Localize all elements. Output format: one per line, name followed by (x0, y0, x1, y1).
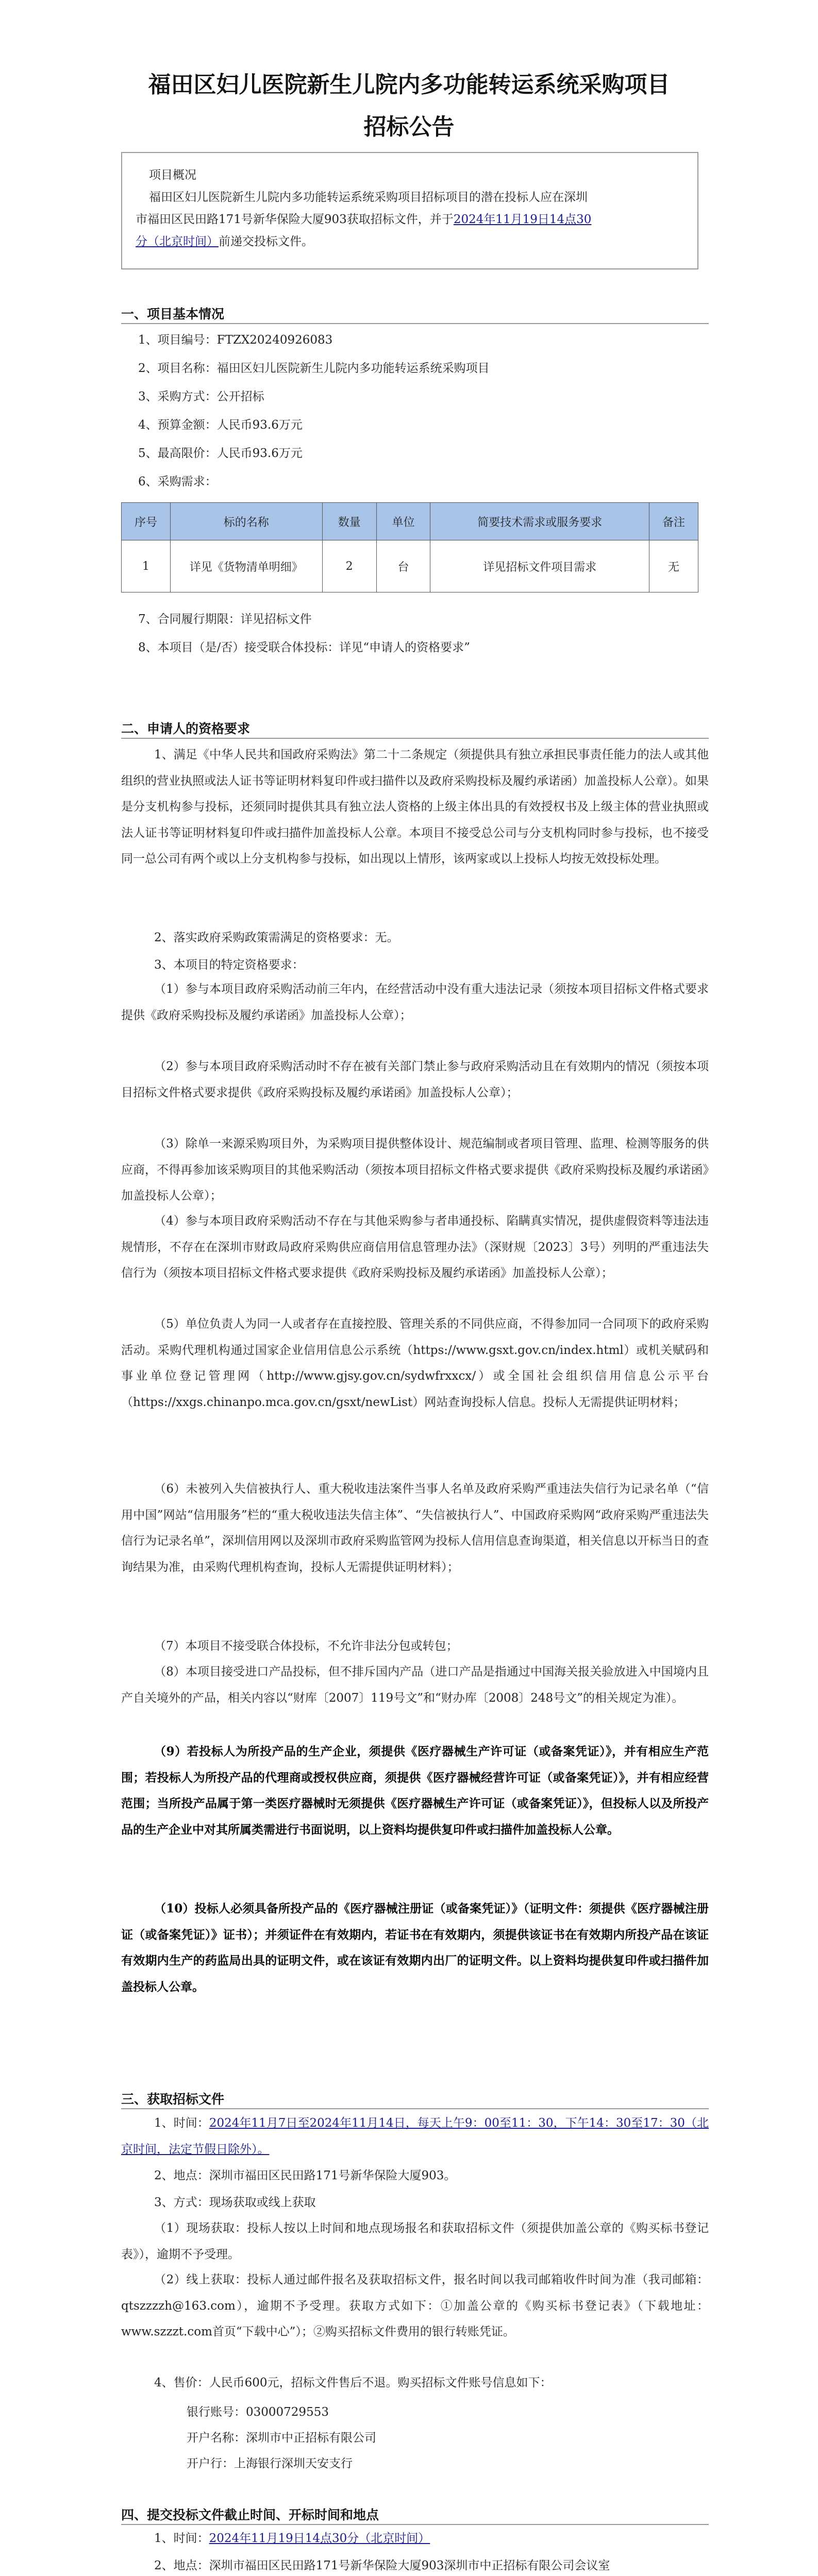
acquisition-method-text: 3、方式：现场获取或线上获取 (154, 2196, 316, 2209)
section-4-title: 四、提交投标文件截止时间、开标时间和地点 (121, 2507, 379, 2522)
qualification-text-5: （2）参与本项目政府采购活动时不存在被有关部门禁止参与政府采购活动且在有效期内的情况（须按本项目招标文件格式要求提供《政府采购投标及履约承诺函》加盖投标人公章）； (121, 1060, 709, 1099)
qualification-text-4: （1）参与本项目政府采购活动前三年内，在经营活动中没有重大违法记录（须按本项目招标文件格式要求提供《政府采购投标及履约承诺函》加盖投标人公章）； (121, 982, 709, 1022)
overview-label: 项目概况 (149, 168, 196, 182)
table-header-cell: 备注 (649, 503, 698, 540)
qualification-para-7 (121, 1208, 709, 1286)
qualification-para-8 (121, 1311, 709, 1415)
table-cell: 详见《货物清单明细》 (170, 540, 322, 592)
contract-period: 7、合同履行期限：详见招标文件 (138, 613, 312, 626)
acquisition-method (121, 2190, 709, 2216)
qualification-text-2: 2、落实政府采购政策需满足的资格要求：无。 (154, 931, 399, 944)
procurement-requirement-label: 6、采购需求： (138, 475, 217, 488)
onsite-acquisition-text: （1）现场获取：投标人按以上时间和地点现场报名和获取招标文件（须提供加盖公章的《购买标书登记表》），逾期不予受理。 (121, 2222, 709, 2261)
table-header-cell: 简要技术需求或服务要求 (430, 503, 649, 540)
table-header-row (122, 503, 698, 540)
qualification-text-7: （4）参与本项目政府采购活动不存在与其他采购参与者串通投标、陷瞒真实情况，提供虚假资料等违法违规情形，不存在在深圳市财政局政府采购供应商信用信息管理办法》（深财规〔2023〕3号）列明的严重违法失信行为（须按本项目招标文件格式要求提供《政府采购投标及履约承诺函》加盖投标人公章）； (121, 1214, 709, 1280)
acquisition-time (121, 2110, 709, 2162)
table-header-cell: 标的名称 (170, 503, 322, 540)
bid-deadline-value: 2024年11月19日14点30分（北京时间） (209, 2532, 430, 2545)
bank-branch: 开户行：上海银行深圳天安支行 (187, 2457, 353, 2470)
qualification-para-12 (121, 1739, 709, 1843)
qualification-text-8: （5）单位负责人为同一人或者存在直接控股、管理关系的不同供应商，不得参加同一合同项下的政府采购活动。采购代理机构通过国家企业信用信息公示系统（https://www.gsxt.gov.cn/index.html）或机关赋码和事业单位登记管理网（http://www.gjsy.gov.cn/sydwfrxxcx/）或全国社会组织信用信息公示平台（https://xxgs.chinanpo.mca.gov.cn/gsxt/newList）网站查询投标人信息。投标人无需提供证明材料； (121, 1317, 709, 1409)
bid-opening-location-text: 2、地点：深圳市福田区民田路171号新华保险大厦903深圳市中正招标有限公司会议室 (154, 2559, 610, 2572)
account-name: 开户名称：深圳市中正招标有限公司 (187, 2431, 376, 2445)
section-2-title: 二、申请人的资格要求 (121, 721, 251, 736)
qualification-para-2 (121, 925, 709, 951)
acquisition-location (121, 2163, 709, 2189)
section-2-divider (121, 738, 709, 739)
qualification-text-11: （8）本项目接受进口产品投标，但不排斥国内产品（进口产品是指通过中国海关报关验放进入中国境内且产自关境外的产品，相关内容以“财库〔2007〕119号文”和“财办库〔2008〕248号文”的相关规定为准）。 (121, 1665, 709, 1705)
overview-location-text: 市福田区民田路171号新华保险大厦903获取招标文件，并于 (136, 213, 454, 226)
overview-line-1: 福田区妇儿医院新生儿院内多功能转运系统采购项目招标项目的潜在投标人应在深圳 (149, 191, 588, 204)
section-1-title: 一、项目基本情况 (121, 307, 225, 321)
procurement-table (121, 502, 698, 592)
table-header-cell: 序号 (122, 503, 171, 540)
overview-line-3 (136, 231, 684, 253)
qualification-text-3: 3、本项目的特定资格要求： (154, 958, 304, 972)
consortium-bid: 8、本项目（是/否）接受联合体投标：详见“申请人的资格要求” (138, 641, 470, 654)
qualification-text-6: （3）除单一来源采购项目外，为采购项目提供整体设计、规范编制或者项目管理、监理、检测等服务的供应商，不得再参加该采购项目的其他采购活动（须按本项目招标文件格式要求提供《政府采购投标及履约承诺函》加盖投标人公章）； (121, 1137, 709, 1203)
max-price: 5、最高限价：人民币93.6万元 (138, 447, 303, 460)
qualification-para-1 (121, 742, 709, 872)
qualification-para-11 (121, 1659, 709, 1711)
page-subtitle: 招标公告 (363, 114, 455, 140)
page-title: 福田区妇儿医院新生儿院内多功能转运系统采购项目 (148, 72, 670, 98)
table-cell: 详见招标文件项目需求 (430, 540, 649, 592)
section-3-title: 三、获取招标文件 (121, 2092, 225, 2107)
onsite-acquisition (121, 2215, 709, 2267)
qualification-text-1: 1、满足《中华人民共和国政府采购法》第二十二条规定（须提供具有独立承担民事责任能力的法人或其他组织的营业执照或法人证书等证明材料复印件或扫描件以及政府采购投标及履约承诺函）加盖投标人公章）。如果是分支机构参与投标，还须同时提供其具有独立法人资格的上级主体出具的有效授权书及上级主体的营业执照或法人证书等证明材料复印件或扫描件加盖投标人公章。本项目不接受总公司与分支机构同时参与投标，也不接受同一总公司有两个或以上分支机构参与投标，如出现以上情形，该两家或以上投标人均按无效投标处理。 (121, 748, 709, 866)
qualification-para-9 (121, 1476, 709, 1580)
qualification-para-5 (121, 1054, 709, 1106)
online-acquisition-text: （2）线上获取：投标人通过邮件报名及获取招标文件，报名时间以我司邮箱收件时间为准（我司邮箱：qtszzzzh@163.com），逾期不予受理。获取方式如下：①加盖公章的《购买标书登记表》（下载地址：www.szzzt.com首页“下载中心”）；②购买招标文件费用的银行转账凭证。 (121, 2273, 709, 2339)
section-1-divider (121, 323, 709, 324)
document-price-text: 4、售价：人民币600元，招标文件售后不退。购买招标文件账号信息如下： (154, 2376, 552, 2389)
document-price (121, 2370, 709, 2396)
table-row (122, 540, 698, 592)
qualification-para-4 (121, 976, 709, 1028)
table-cell: 无 (649, 540, 698, 592)
acquisition-location-text: 2、地点：深圳市福田区民田路171号新华保险大厦903。 (154, 2169, 456, 2182)
bid-deadline-label: 1、时间： (154, 2532, 209, 2545)
online-acquisition (121, 2267, 709, 2345)
bank-account: 银行账号：03000729553 (187, 2405, 329, 2419)
qualification-text-13: （10）投标人必须具备所投产品的《医疗器械注册证（或备案凭证）》（证明文件：须提供《医疗器械注册证（或备案凭证）》证书）；并须证件在有效期内，若证书在有效期内，须提供该证书在有效期内所投产品在该证有效期内生产的药监局出具的证明文件，或在该证有效期内出厂的证明文件。以上资料均提供复印件或扫描件加盖投标人公章。 (121, 1902, 709, 1994)
overview-deadline-time: 分（北京时间） (136, 235, 219, 248)
table-cell: 1 (122, 540, 171, 592)
qualification-para-3 (121, 952, 709, 978)
project-overview-box (121, 152, 698, 269)
acquisition-time-value: 2024年11月7日至2024年11月14日，每天上午9：00至11：30，下午14：30至17：30（北京时间，法定节假日除外）。 (121, 2116, 709, 2156)
procurement-method: 3、采购方式：公开招标 (138, 390, 264, 403)
table-header-cell: 单位 (376, 503, 430, 540)
acquisition-time-label: 1、时间： (154, 2116, 209, 2130)
section-4-divider (121, 2524, 709, 2525)
table-cell: 台 (376, 540, 430, 592)
section-3-divider (121, 2108, 709, 2109)
overview-deadline-date: 2024年11月19日14点30 (453, 213, 592, 226)
table-cell: 2 (322, 540, 376, 592)
qualification-para-13 (121, 1896, 709, 2000)
project-number: 1、项目编号：FTZX20240926083 (138, 333, 333, 347)
table-header-cell: 数量 (322, 503, 376, 540)
overview-line-2 (136, 209, 684, 231)
bid-deadline-time (121, 2526, 709, 2552)
budget-amount: 4、预算金额：人民币93.6万元 (138, 418, 303, 432)
qualification-text-10: （7）本项目不接受联合体投标，不允许非法分包或转包； (154, 1639, 458, 1653)
qualification-para-10 (121, 1633, 709, 1659)
qualification-text-12: （9）若投标人为所投产品的生产企业，须提供《医疗器械生产许可证（或备案凭证）》，并有相应生产范围；若投标人为所投产品的代理商或授权供应商，须提供《医疗器械经营许可证（或备案凭证）》，并有相应经营范围；当所投产品属于第一类医疗器械时无须提供《医疗器械生产许可证（或备案凭证）》，但投标人以及所投产品的生产企业中对其所属类需进行书面说明，以上资料均提供复印件或扫描件加盖投标人公章。 (121, 1744, 709, 1837)
qualification-para-6 (121, 1131, 709, 1209)
project-name: 2、项目名称：福田区妇儿医院新生儿院内多功能转运系统采购项目 (138, 362, 490, 375)
overview-submit-text: 前递交投标文件。 (219, 235, 313, 248)
bid-opening-location (121, 2553, 709, 2576)
qualification-text-9: （6）未被列入失信被执行人、重大税收违法案件当事人名单及政府采购严重违法失信行为记录名单（“信用中国”网站“信用服务”栏的“重大税收违法失信主体”、“失信被执行人”、中国政府采购网“政府采购严重违法失信行为记录名单”，深圳信用网以及深圳市政府采购监管网为投标人信用信息查询渠道，相关信息以开标当日的查询结果为准，由采购代理机构查询，投标人无需提供证明材料）； (121, 1482, 709, 1574)
